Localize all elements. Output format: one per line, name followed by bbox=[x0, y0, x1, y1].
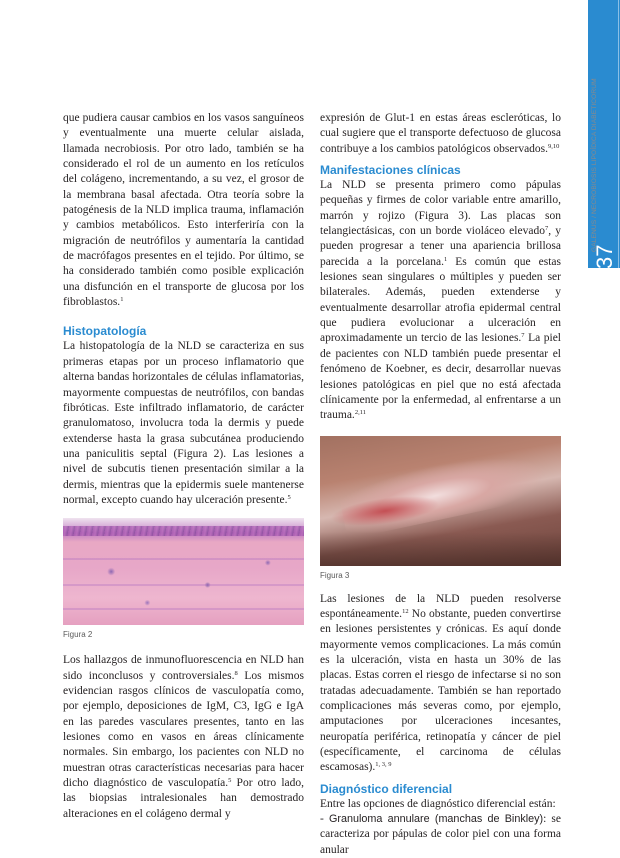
paragraph-complications: Las lesiones de la NLD pueden resolverse espontáneamente.$^{12}$ No obstante, pueden convertirse en lesiones persistentes y crónicas. Es aquí donde mayormente vemos complicaciones. La más común es la ulceración, vista en hasta un 30% de las placas. Estas corren el riesgo de infectarse si no son tratadas adecuadamente. También se han reportado complicaciones más severas como, por ejemplo, amputaciones por ulceraciones incesantes, neuropatía periférica, retinopatía y cáncer de piel (específicamente, el carcinoma de células escamosas).$^{1, 3, 9}$ bbox=[320, 592, 561, 774]
left-column bbox=[63, 111, 304, 822]
tab-divider bbox=[618, 0, 619, 268]
citation: 9,10 bbox=[548, 142, 560, 150]
heading-manifestaciones: Manifestaciones clínicas bbox=[320, 163, 461, 178]
epidermis-layer bbox=[63, 526, 304, 536]
paragraph-differential: Entre las opciones de diagnóstico diferencial están: bbox=[320, 797, 556, 810]
figure-2-caption: Figura 2 bbox=[63, 630, 93, 640]
citation: 5 bbox=[228, 777, 232, 784]
page-number: 37 bbox=[592, 244, 617, 269]
sidebar-tab bbox=[588, 0, 620, 802]
inflammatory-infiltrate bbox=[63, 536, 304, 625]
paragraph-histopathology: La histopatología de la NLD se caracteriza en sus primeras etapas por un proceso inflamatorio que alterna bandas horizontales de células inflamatorias, mayormente compuestas de neutrófilos, con bandas fibróticas. Este infiltrado inflamatorio, de carácter granulomatoso, involucra toda la dermis y puede extenderse hasta la grasa subcutánea produciendo una paniculitis septal (Figura 2). Las lesiones a nivel de subcutis tienen presentación similar a la dermis, mientras que la epidermis suele mantenerse normal, excepto cuando hay ulceración presente.$^5$ bbox=[63, 340, 304, 506]
citation: 1 bbox=[443, 255, 448, 263]
tissue-band bbox=[63, 608, 304, 610]
citation: 7 bbox=[521, 332, 525, 340]
tissue-band bbox=[63, 558, 304, 560]
citation: 12 bbox=[402, 607, 409, 615]
list-term: Granuloma annulare (manchas de Binkley) bbox=[328, 813, 544, 825]
citation: 8 bbox=[234, 669, 238, 677]
paragraph-glut1: expresión de Glut-1 en estas áreas escleróticas, lo cual sugiere que el transporte defectuoso de glucosa contribuye a los cambios patológicos observados.$^{9,10}$ bbox=[320, 112, 561, 155]
figure-3 bbox=[320, 436, 561, 582]
tissue-band bbox=[63, 584, 304, 586]
figure-2 bbox=[63, 518, 304, 641]
running-head: GALENUS / NECROBIOSIS LIPOÍDICA DIABETICORUM bbox=[591, 78, 598, 252]
list-item: - Granuloma annulare (manchas de Binkley): se caracteriza por pápulas de color piel con una forma anular bbox=[320, 813, 562, 856]
figure-3-caption: Figura 3 bbox=[320, 570, 350, 580]
citation: 2,11 bbox=[354, 409, 366, 417]
paragraph-clinical: La NLD se presenta primero como pápulas pequeñas y firmes de color variable entre amarillo, marrón y rojizo (Figura 3). Las placas son telangiectásicas, con un borde violáceo elevado$^7$, y pueden progresar a tener una apariencia brillosa parecida a la porcelana.$^1$ Es común que estas lesiones sean singulares o múltiples y pueden ser bilaterales. Además, pueden extenderse y eventualmente desarrollar atrofia epidermal central que pudiera evolucionar a ulceración en aproximadamente un tercio de las lesiones.$^7$ La piel de pacientes con NLD también puede presentar el fenómeno de Koebner, es decir, desarrollar nuevas lesiones patológicas en piel que no está afectada clínicamente por la enfermedad, al enfrentarse a un trauma.$^{2,11}$ bbox=[320, 179, 562, 422]
citation: 5 bbox=[287, 493, 291, 501]
histology-image bbox=[63, 518, 304, 625]
paragraph-immunofluorescence: Los hallazgos de inmunofluorescencia en NLD han sido inconclusos y controversiales.$^8$ Los mismos evidencian rasgos clínicos de vasculopatía como, por ejemplo, deposiciones de IgM, C3, IgG e IgA en las paredes vasculares presentes, tanto en las lesiones como en vasos en áreas clínicamente normales. Sin embargo, los pacientes con NLD no muestran otras características necesarias para hacer dicho diagnóstico de vasculopatía.$^5$ Por otro lado, las biopsias intralesionales han demostrado alteraciones en el colágeno dermal y bbox=[63, 654, 304, 820]
photo-shadow bbox=[320, 532, 561, 566]
citation: 1 bbox=[120, 296, 124, 304]
paragraph-pathogenesis: que pudiera causar cambios en los vasos sanguíneos y eventualmente una muerte celular aislada, llamada necrobiosis. Por otro lado, también se ha considerado el rol de un aumento en los retículos del colágeno, incrementando, a su vez, el grosor de la membrana basal afectada. Otra teoría sobre la patogénesis de la NLD implica trauma, inflamación y cambios metabólicos. Esto interferiría con la migración de neutrófilos y aumentaría la cantidad de macrófagos presentes en el tejido. Por último, se ha considerado también como posible explicación una disfunción en el transporte de glucosa por los fibroblastos.$^1$ bbox=[63, 112, 304, 309]
citation: 7 bbox=[544, 225, 549, 233]
heading-diagnostico: Diagnóstico diferencial bbox=[320, 781, 453, 796]
heading-histopatologia: Histopatología bbox=[63, 324, 147, 339]
citation: 1, 3, 9 bbox=[375, 761, 392, 769]
clinical-photo bbox=[320, 436, 561, 566]
right-column bbox=[320, 111, 561, 858]
